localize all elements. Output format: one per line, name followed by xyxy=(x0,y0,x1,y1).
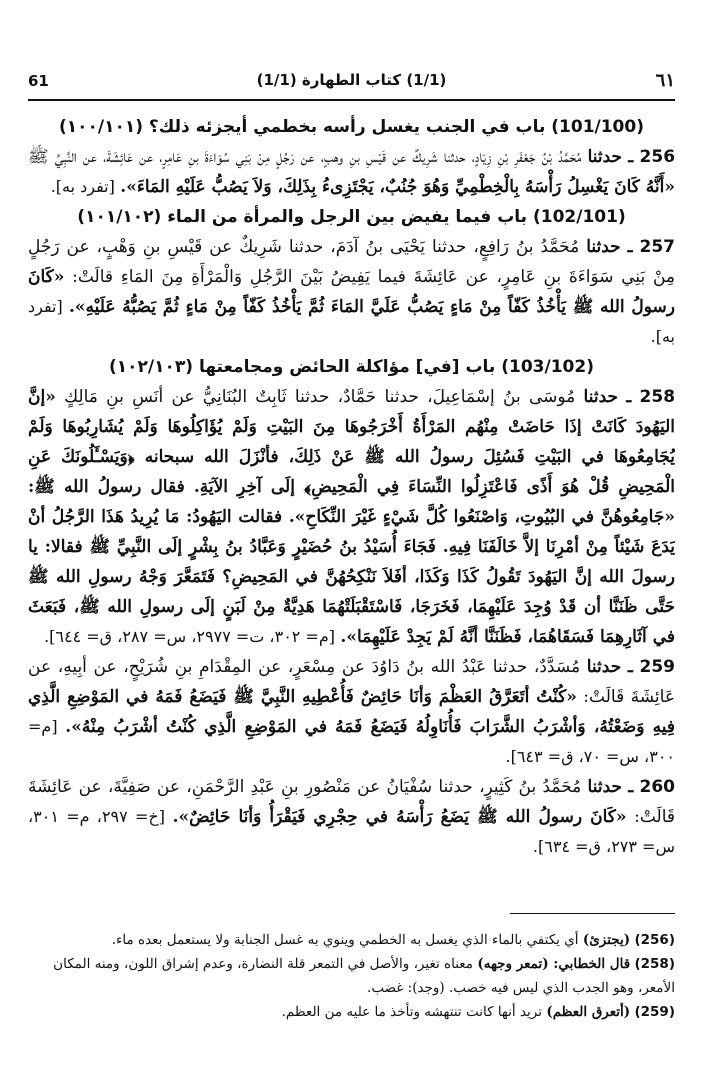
hadith-reference: [خ= ٢٩٧، م= ٣٠١، س= ٢٧٣، ق= ٦٣٤]. xyxy=(28,807,675,856)
hadith-dash: ـ xyxy=(628,147,634,167)
footnote-text: تريد أنها كانت تنتهشه وتأخذ ما عليه من العظم. xyxy=(281,1004,543,1020)
hadith-reference: [تفرد به]. xyxy=(50,177,115,196)
footnote-number: (258) xyxy=(634,956,675,972)
hadith-matn: «كَانَ رسولُ الله ﷺ يَضَعُ رَأْسَهُ في حِجْرِي فَيَقْرَأُ وَأنَا حَائِضٌ». xyxy=(172,807,627,827)
footnote-number: (259) xyxy=(634,1004,675,1020)
hadith-matn: «أَنَّهُ كَانَ يَغْسِلُ رَأْسَهُ بِالْخِطْمِيِّ وَهُوَ جُنُبٌ، يَجْتَزِىءُ بِذَلِكَ، وَلاَ يَصُبُّ عَلَيْهِ المَاءَ». xyxy=(120,177,675,197)
hadith-259 xyxy=(28,652,675,772)
hadith-isnad: مُحَمَّدُ بْنُ جَعْفَرِ بْنِ زِيَادٍ، حدثنا شَرِيكٌ عن قَيْسِ بنِ وهبٍ، عن رَجُلٍ مِنْ بَنِي سُوَاءَةَ بنِ عَامِرٍ، عن عَائِشَةَ، عن النَّبِيِّ ﷺ xyxy=(28,147,582,167)
page-header xyxy=(28,70,675,96)
hadith-prefix: حدثنا xyxy=(586,237,621,257)
hadith-number: 258 xyxy=(639,387,675,407)
hadith-isnad: مُحَمَّدُ بنُ رَافِعٍ، حدثنا يَحْيَى بنُ آدَمَ، حدثنا شَرِيكٌ عن قَيْسِ بنِ وَهْبٍ، عن رَجُلٍ مِنْ بَنِي سَوَاءَةَ بنِ عَامِرٍ، عن عَائِشَةَ فيما يَفِيضُ بَيْنَ الرَّجُلِ وَالْمَرْأَةِ مِنَ المَاءِ قالَتْ: xyxy=(28,237,675,287)
footnote-258 xyxy=(28,952,675,1000)
hadith-number: 257 xyxy=(639,237,675,257)
hadith-reference: [م= ٣٠٠، س= ٧٠، ق= ٦٤٣]. xyxy=(28,717,675,766)
hadith-matn: «كُنْتُ أتَعَرَّقُ العَظْمَ وَأنَا حَائِضٌ فَأُعْطِيهِ النَّبِيَّ ﷺ فَيَضَعُ فَمَهُ في المَوْضِعِ الَّذِي فِيهِ وَضَعْتُهُ، وَأشْرَبُ الشَّرَابَ فَأُنَاوِلُهُ فَيَضَعُ فَمَهُ في المَوْضِعِ الَّذِي كُنْتُ أشْرَبُ مِنْهُ». xyxy=(28,687,675,737)
hadith-isnad: مُسَدَّدٌ، حدثنا عَبْدُ الله بنُ دَاوُدَ عن مِسْعَرٍ، عن المِقْدَامِ بنِ شُرَيْحٍ، عن أبِيهِ، عن عَائِشَةَ قَالَتْ: xyxy=(28,657,675,707)
hadith-257 xyxy=(28,232,675,352)
footnote-rule xyxy=(510,913,675,914)
hadith-reference: [تفرد به]. xyxy=(28,297,675,346)
hadith-dash: ـ xyxy=(628,777,634,797)
footnote-term: (يجتزئ) xyxy=(582,932,631,948)
hadith-dash: ـ xyxy=(627,237,633,257)
chapter-heading: (103/102) باب [في] مؤاكلة الحائض ومجامعتها (١٠٢/١٠٣) xyxy=(109,357,594,377)
running-title: (1/1) كتاب الطهارة (1/1) xyxy=(256,71,447,89)
hadith-258 xyxy=(28,382,675,652)
hadith-isnad: مُوسَى بنُ إسْمَاعِيلَ، حدثنا حَمَّادٌ، حدثنا ثَابِتٌ البُنَانِيُّ عن أنَسِ بنِ مَالِكٍ xyxy=(64,387,576,407)
page-number-latin: 61 xyxy=(28,72,49,90)
hadith-number: 256 xyxy=(639,147,675,167)
header-rule xyxy=(28,99,675,101)
footnotes xyxy=(28,928,675,1048)
page-number-arabic: ٦١ xyxy=(655,70,675,91)
hadith-reference: [م= ٣٠٢، ت= ٢٩٧٧، س= ٢٨٧، ق= ٦٤٤]. xyxy=(44,627,336,646)
hadith-number: 259 xyxy=(639,657,675,677)
hadith-number: 260 xyxy=(639,777,675,797)
hadith-isnad: مُحَمَّدُ بنُ كَثِيرٍ، حدثنا سُفْيَانُ عن مَنْصُورِ بنِ عَبْدِ الرَّحْمَنِ، عن صَفِيَّةَ، عن عَائِشَةَ قَالَتْ: xyxy=(28,777,675,827)
hadith-260 xyxy=(28,772,675,862)
footnote-term: (أتعرق العظم) xyxy=(546,1004,631,1020)
hadith-prefix: حدثنا xyxy=(587,147,623,167)
main-text xyxy=(28,112,675,912)
hadith-matn: «كَانَ رسولُ الله ﷺ يَأْخُذُ كَفّاً مِنْ مَاءٍ يَصُبُّ عَلَيَّ المَاءَ ثُمَّ يَأْخُذُ كَفّاً مِنْ مَاءٍ ثُمَّ يَصُبُّهُ عَلَيْهِ». xyxy=(28,267,675,317)
footnote-text: أي يكتفي بالماء الذي يغسل به الخطمي وينوي به غسل الجنابة ولا يستعمل بعده ماء. xyxy=(111,932,579,948)
hadith-matn: «إنَّ اليَهُودَ كَانَتْ إذَا حَاضَتْ مِنْهُم المَرْأَةُ أَخْرَجُوهَا مِنَ البَيْتِ وَلَمْ يُؤَاكِلُوهَا وَلَمْ يُشَارِبُوهَا وَلَمْ يُجَامِعُوهَا في البَيْتِ فَسُئِلَ رسولُ الله ﷺ عَنْ ذَلِكَ، فأنْزَلَ الله سبحانه ﴿وَيَسْـَٔلُونَكَ عَنِ الْمَحِيضِ قُلْ هُوَ أَذًى فَاعْتَزِلُوا النِّسَاءَ فِي الْمَحِيضِ﴾ إلَى آخِرِ الآيَةِ. فقال رسولُ الله ﷺ: «جَامِعُوهُنَّ في البُيُوتِ، وَاصْنَعُوا كُلَّ شَيْءٍ غَيْرَ النِّكَاحِ». فقالت اليَهُودُ: مَا يُرِيدُ هَذَا الرَّجُلُ أنْ يَدَعَ شَيْئاً مِنْ أمْرِنَا إلاَّ خَالَفَنَا فِيهِ. فَجَاءَ أُسَيْدُ بنُ حُضَيْرٍ وَعَبَّادُ بنُ بِشْرٍ إلَى النَّبِيِّ ﷺ فقالا: يا رسولَ الله إنَّ اليَهُودَ تَقُولُ كَذَا وَكَذَا، أفَلاَ نَنْكِحُهُنَّ في المَحِيضِ؟ فَتَمَعَّرَ وَجْهُ رسولِ الله ﷺ حَتَّى ظَنَنَّا أن قَدْ وُجِدَ عَلَيْهِمَا، فَخَرَجَا، فَاسْتَقْبَلَتْهُمَا هَدِيَّةٌ مِنْ لَبَنٍ إلَى رسولِ الله ﷺ، فَبَعَثَ في آثَارِهِمَا فَسَقَاهُمَا، فَظَنَنَّا أنَّهُ لَمْ يَجِدْ عَلَيْهِمَا». xyxy=(28,387,675,647)
chapter-heading: (101/100) باب في الجنب يغسل رأسه بخطمي أيجزئه ذلك؟ (١٠٠/١٠١) xyxy=(58,117,644,137)
hadith-prefix: حدثنا xyxy=(587,777,623,797)
hadith-dash: ـ xyxy=(627,657,633,677)
hadith-dash: ـ xyxy=(626,387,632,407)
hadith-256 xyxy=(28,142,675,202)
chapter-heading: (102/101) باب فيما يفيض بين الرجل والمرأة من الماء (١٠١/١٠٢) xyxy=(77,207,626,227)
footnote-text: معناه تغير، والأصل في التمعر قلة النضارة، وعدم إشراق اللون، ومنه المكان الأمعر، وهو الجدب الذي ليس فيه خصب. (وجد): غضب. xyxy=(53,956,675,996)
footnote-256 xyxy=(28,928,675,952)
hadith-prefix: حدثنا xyxy=(583,387,619,407)
hadith-prefix: حدثنا xyxy=(586,657,622,677)
footnote-number: (256) xyxy=(634,932,675,948)
footnote-259 xyxy=(28,1000,675,1024)
footnote-term: قال الخطابي: (تمعر وجهه) xyxy=(477,956,631,972)
